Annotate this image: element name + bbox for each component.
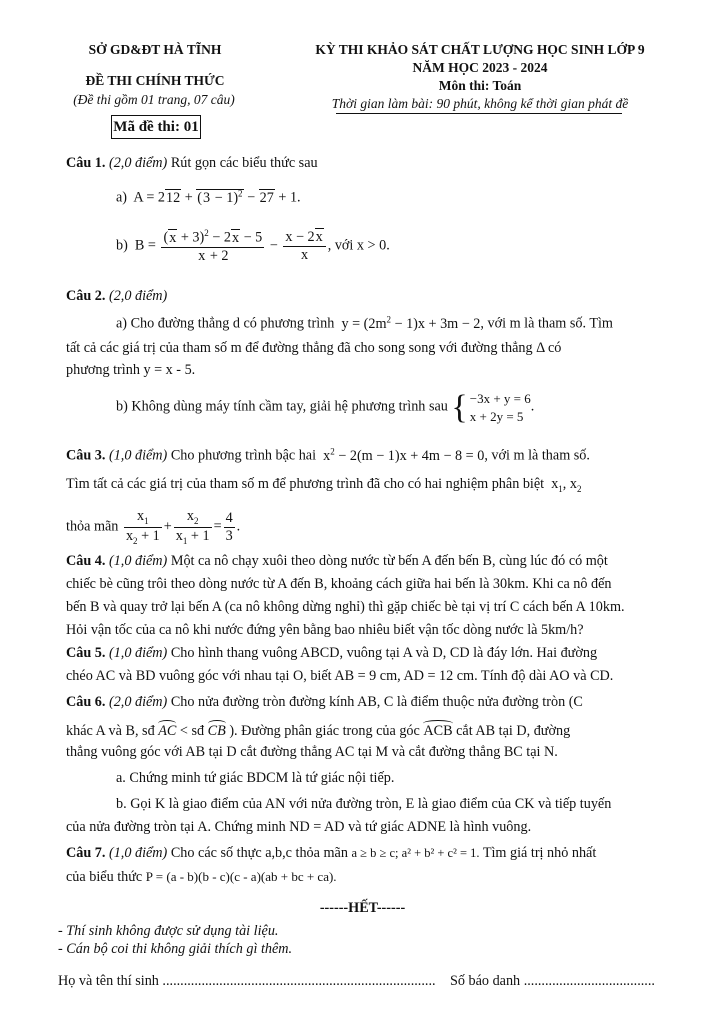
system-eq2: x + 2y = 5 [469, 408, 524, 424]
q6-b2: của nửa đường tròn tại A. Chứng minh ND = AD và tứ giác ADNE là hình vuông. [66, 819, 532, 835]
q3-text3: Tìm tất cả các giá trị của tham số m để phương trình đã cho có hai nghiệm phân biệt [66, 476, 545, 492]
q4-line3: bến B và quay trở lại bến A (ca nô không dừng nghỉ) thì gặp chiếc bè tại vị trí C cách bến A 10km. [66, 599, 625, 615]
q6-text2a: khác A và B, sđ [66, 723, 155, 739]
q1-b: b) B = $\frac{(x + 3)^2 - 2x - 5}{x + 2}$ − $\frac{x - 2x}{x}$ , với x > 0. [116, 228, 390, 264]
q2-a-text4: phương trình [66, 362, 140, 378]
q7-condition: a ≥ b ≥ c; a² + b² + c² = 1. [351, 846, 480, 860]
q1-b-label: b) [116, 237, 128, 254]
q2-heading [66, 288, 675, 306]
exam-title: KỲ THI KHẢO SÁT CHẤT LƯỢNG HỌC SINH LỚP 9 [315, 42, 645, 57]
time-underline [336, 113, 622, 114]
q2-b: b) Không dùng máy tính cầm tay, giải hệ phương trình sau { −3x + y = 6 x + 2y = 5. [116, 388, 535, 426]
arc-ac: AC [158, 720, 176, 741]
candidate-name-field: Họ và tên thí sinh ............................................................................. [58, 973, 436, 989]
system-eq1: −3x + y = 6 [469, 391, 531, 406]
q5-head: Câu 5. [66, 645, 106, 661]
q7-text1b: Tìm giá trị nhỏ nhất [482, 845, 597, 861]
q6-text2c: ). Đường phân giác trong của góc [229, 723, 420, 739]
arc-cb: CB [208, 720, 226, 741]
q4-points: (1,0 điểm) [108, 553, 168, 569]
q7-line1 [66, 845, 675, 863]
q6-line2 [66, 720, 675, 741]
q6-b1: b. Gọi K là giao điểm của AN với nửa đường tròn, E là giao điểm của CK và tiếp tuyến [116, 796, 612, 812]
q3-points: (1,0 điểm) [108, 447, 168, 464]
exam-code-box: Mã đề thi: 01 [111, 115, 201, 139]
q7-text2a: của biểu thức [66, 869, 143, 885]
q1-head: Câu 1. [66, 155, 106, 171]
end-marker: ------HẾT------ [319, 900, 406, 916]
q2-a-line2: tất cả các giá trị của tham số m để đường thẳng đã cho song song với đường thẳng Δ có [66, 340, 562, 356]
exam-year: NĂM HỌC 2023 - 2024 [412, 60, 548, 75]
q6-text2d: cắt AB tại D, đường [456, 723, 571, 739]
q1-a-label: a) [116, 189, 128, 206]
q1-b-condition: , với x > 0. [327, 237, 390, 254]
system-brace: { [451, 388, 468, 426]
pages-note: (Đề thi gồm 01 trang, 07 câu) [73, 92, 235, 107]
q5-text1: Cho hình thang vuông ABCD, vuông tại A và D, CD là đáy lớn. Hai đường [170, 645, 598, 661]
q1-heading [66, 155, 675, 173]
exam-subject: Môn thi: Toán [438, 78, 522, 93]
angle-acb: ACB [423, 720, 452, 741]
q2-a-text2: , với m là tham số. Tìm [480, 315, 613, 332]
q1-points: (2,0 điểm) [108, 155, 168, 171]
q7-expression: P = (a - b)(b - c)(c - a)(ab + bc + ca). [145, 869, 337, 884]
q7-points: (1,0 điểm) [108, 845, 168, 861]
q3-text2: , với m là tham số. [484, 447, 590, 464]
q7-line2 [66, 869, 675, 887]
official-label: ĐỀ THI CHÍNH THỨC [85, 73, 225, 88]
q6-a: a. Chứng minh tứ giác BDCM là tứ giác nội tiếp. [116, 770, 395, 786]
note-no-documents: - Thí sinh không được sử dụng tài liệu. [58, 923, 279, 939]
q4-head: Câu 4. [66, 553, 106, 569]
q4-line2: chiếc bè cũng trôi theo dòng nước từ A đến B, khoảng cách giữa hai bến là 30km. Khi ca nô đến [66, 576, 612, 592]
q2-a-text1: a) Cho đường thẳng d có phương trình [116, 315, 335, 332]
q6-text1: Cho nửa đường tròn đường kính AB, C là điểm thuộc nửa đường tròn (C [170, 694, 583, 710]
q3-text1: Cho phương trình bậc hai [170, 447, 317, 464]
q6-head: Câu 6. [66, 694, 106, 710]
q6-text2b: < sđ [179, 723, 205, 739]
q2-b-text: b) Không dùng máy tính cầm tay, giải hệ phương trình sau [116, 398, 448, 415]
q4-line4: Hỏi vận tốc của ca nô khi nước đứng yên bằng bao nhiêu biết vận tốc dòng nước là 5km/h? [66, 622, 584, 638]
q3-line1: Câu 3. (1,0 điểm) Cho phương trình bậc hai $x^2 - 2(m - 1)x + 4m - 8 = 0$, với m là tham số. [66, 446, 590, 464]
q1-text: Rút gọn các biểu thức sau [170, 155, 318, 171]
q5-points: (1,0 điểm) [108, 645, 168, 661]
q4-text1: Một ca nô chạy xuôi theo dòng nước từ bến A đến bến B, cùng lúc đó có một [170, 553, 608, 569]
q2-points: (2,0 điểm) [108, 288, 168, 304]
q5-line2: chéo AC và BD vuông góc với nhau tại O, biết AB = 9 cm, AD = 12 cm. Tính độ dài AO và CD. [66, 668, 614, 684]
q2-a-line3 [66, 362, 675, 380]
q3-text4: thỏa mãn [66, 518, 119, 535]
q6-line1 [66, 694, 675, 712]
q2-a-equation: y = x - 5. [143, 362, 196, 378]
candidate-id-field: Số báo danh ..................................... [450, 973, 655, 989]
q5-line1 [66, 645, 675, 663]
dept-name: SỞ GD&ĐT HÀ TĨNH [88, 42, 222, 57]
q3-line2: Tìm tất cả các giá trị của tham số m để phương trình đã cho có hai nghiệm phân biệt $x_1$, $x_2$ [66, 476, 582, 494]
exam-time: Thời gian làm bài: 90 phút, không kể thời gian phát đề [331, 96, 629, 111]
q4-line1 [66, 553, 675, 571]
equation-system [470, 390, 531, 425]
note-no-explanation: - Cán bộ coi thi không giải thích gì thêm. [58, 941, 293, 957]
q7-text1a: Cho các số thực a,b,c thỏa mãn [170, 845, 348, 861]
q1-a: a) $A = 212 + (3 - 1)^2 - 27 + 1$. [116, 188, 301, 206]
q2-a-line1: a) Cho đường thẳng d có phương trình $y = (2m^2 - 1)x + 3m - 2$, với m là tham số. Tìm [116, 314, 613, 332]
q2-head: Câu 2. [66, 288, 106, 304]
q7-head: Câu 7. [66, 845, 106, 861]
q3-head: Câu 3. [66, 447, 106, 464]
q6-line3: thẳng vuông góc với AB tại D cắt đường thẳng AC tại M và cắt đường thẳng BC tại N. [66, 744, 558, 760]
q6-points: (2,0 điểm) [108, 694, 168, 710]
q3-line3: thỏa mãn $\frac{x_1}{x_2 + 1}$ + $\frac{x_2}{x_1 + 1}$ = $\frac{4}{3}$ . [66, 508, 241, 546]
